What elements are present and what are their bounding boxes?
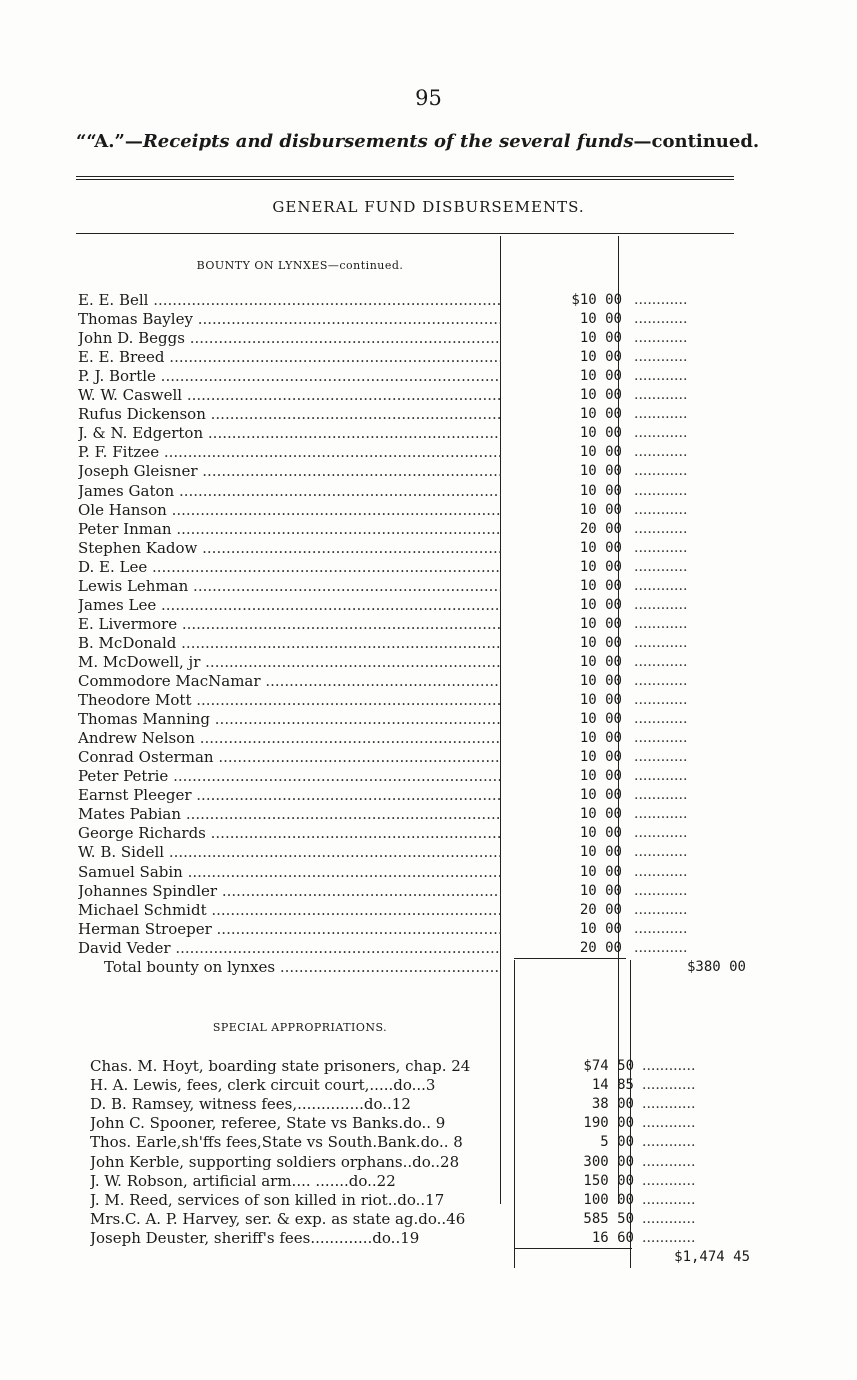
payment-amount: 10 00 <box>579 634 622 651</box>
payee-name: Peter Petrie ..... <box>78 767 501 786</box>
lynx-row <box>78 634 758 653</box>
payment-amount: 10 00 <box>579 368 622 385</box>
payment-amount: 10 00 <box>579 711 622 728</box>
payee-name: Stephen Kadow ..... <box>78 539 501 558</box>
leader-dots: ............ <box>634 825 688 842</box>
heading-italic: Receipts and disbursements of the several funds <box>142 131 634 152</box>
appropriation-description: J. W. Robson, artificial arm.... .......do..22 <box>90 1171 396 1190</box>
appropriation-description: John Kerble, supporting soldiers orphans..do..28 <box>90 1152 460 1171</box>
payee-name: Michael Schmidt ..... <box>78 901 501 920</box>
leader-dots: ............ <box>634 425 688 442</box>
leader-dots: ............ <box>634 558 688 575</box>
payment-amount: 10 00 <box>579 463 622 480</box>
leader-dots: ............ <box>634 692 688 709</box>
appropriation-row <box>90 1114 770 1133</box>
payee-name: Peter Inman ..... <box>78 520 501 539</box>
payment-amount: $10 00 <box>571 292 622 308</box>
payment-amount: 10 00 <box>579 330 622 347</box>
heading-suffix: —continued. <box>633 131 760 152</box>
leader-dots: ............ <box>634 844 688 861</box>
payee-name: M. McDowell, jr ..... <box>78 653 501 672</box>
leader-dots: ............ <box>642 1210 696 1227</box>
appropriation-row <box>90 1133 770 1152</box>
appropriation-amount: $74 50 <box>583 1058 634 1074</box>
total-label: Total bounty on lynxes ..... <box>78 958 501 977</box>
total-amount: $1,474 45 <box>674 1249 750 1265</box>
payee-name: Samuel Sabin ..... <box>78 863 501 882</box>
payee-name: James Gaton ..... <box>78 482 501 501</box>
lynx-row <box>78 443 758 462</box>
lynx-row <box>78 691 758 710</box>
heading-rule <box>76 176 734 177</box>
leader-dots: ............ <box>634 387 688 404</box>
payee-name: E. E. Breed ..... <box>78 348 501 367</box>
payment-amount: 20 00 <box>579 520 622 537</box>
lynx-row <box>78 882 758 901</box>
appropriation-description: H. A. Lewis, fees, clerk circuit court,.....do...3 <box>90 1076 436 1095</box>
payee-name: B. McDonald ..... <box>78 634 501 653</box>
lynx-row <box>78 558 758 577</box>
special-total-row <box>90 1248 770 1267</box>
lynx-row <box>78 367 758 386</box>
leader-dots: ............ <box>642 1134 696 1151</box>
payment-amount: 10 00 <box>579 787 622 804</box>
heading-prefix: ““A.”— <box>76 131 143 152</box>
leader-dots: ............ <box>634 463 688 480</box>
payee-name: E. E. Bell ..... <box>78 291 501 310</box>
payment-amount: 10 00 <box>579 482 622 499</box>
payment-amount: 10 00 <box>579 349 622 366</box>
payee-name: Theodore Mott ..... <box>78 691 501 710</box>
leader-dots: ............ <box>634 577 688 594</box>
payee-name: Conrad Osterman ..... <box>78 748 501 767</box>
appropriation-row <box>90 1210 770 1229</box>
special-subheading: SPECIAL APPROPRIATIONS. <box>212 1021 388 1034</box>
appropriation-description: D. B. Ramsey, witness fees,..............do..12 <box>90 1095 411 1114</box>
payee-name: P. J. Bortle ..... <box>78 367 501 386</box>
leader-dots: ............ <box>634 749 688 766</box>
payee-name: D. E. Lee ..... <box>78 558 501 577</box>
lynx-row <box>78 348 758 367</box>
total-amount: $380 00 <box>686 958 746 975</box>
lynx-row <box>78 386 758 405</box>
appropriation-description: Thos. Earle,sh'ffs fees,State vs South.Bank.do.. 8 <box>90 1133 463 1152</box>
payment-amount: 10 00 <box>579 730 622 747</box>
appropriation-amount: 5 00 <box>600 1134 634 1151</box>
page-heading <box>76 131 776 152</box>
lynx-row <box>78 520 758 539</box>
payment-amount: 10 00 <box>579 844 622 861</box>
lynx-row <box>78 901 758 920</box>
payee-name: Earnst Pleeger ..... <box>78 786 501 805</box>
lynx-row <box>78 424 758 443</box>
leader-dots: ............ <box>634 615 688 632</box>
appropriation-amount: 190 00 <box>583 1115 634 1132</box>
payee-name: George Richards ..... <box>78 824 501 843</box>
lynx-row <box>78 501 758 520</box>
appropriation-amount: 300 00 <box>583 1153 634 1170</box>
payee-name: Rufus Dickenson ..... <box>78 405 501 424</box>
leader-dots: ............ <box>634 653 688 670</box>
table-top-rule <box>76 233 734 234</box>
lynx-row <box>78 329 758 348</box>
payee-name: Andrew Nelson ..... <box>78 729 501 748</box>
lynx-row <box>78 653 758 672</box>
leader-dots: ............ <box>642 1153 696 1170</box>
leader-dots: ............ <box>634 768 688 785</box>
lynx-row <box>78 805 758 824</box>
leader-dots: ............ <box>634 444 688 461</box>
appropriation-row <box>90 1076 770 1095</box>
payment-amount: 10 00 <box>579 615 622 632</box>
lynx-row <box>78 920 758 939</box>
lynx-subheading: BOUNTY ON LYNXES—continued. <box>196 259 404 272</box>
leader-dots: ............ <box>634 634 688 651</box>
lynx-row <box>78 710 758 729</box>
lynx-row <box>78 824 758 843</box>
subtotal-rule <box>514 1248 632 1249</box>
appropriation-amount: 16 60 <box>591 1229 634 1246</box>
payment-amount: 10 00 <box>579 501 622 518</box>
payment-amount: 10 00 <box>579 749 622 766</box>
payment-amount: 10 00 <box>579 425 622 442</box>
payment-amount: 10 00 <box>579 692 622 709</box>
payee-name: Ole Hanson ..... <box>78 501 501 520</box>
leader-dots: ............ <box>634 539 688 556</box>
leader-dots: ............ <box>634 673 688 689</box>
payee-name: David Veder ..... <box>78 939 501 958</box>
leader-dots: ............ <box>634 501 688 518</box>
payment-amount: 10 00 <box>579 653 622 670</box>
leader-dots: ............ <box>634 330 688 347</box>
leader-dots: ............ <box>634 863 688 880</box>
payee-name: J. & N. Edgerton ..... <box>78 424 501 443</box>
leader-dots: ............ <box>634 787 688 804</box>
payee-name: Herman Stroeper ..... <box>78 920 501 939</box>
leader-dots: ............ <box>634 806 688 823</box>
payment-amount: 10 00 <box>579 558 622 575</box>
leader-dots: ............ <box>634 920 688 937</box>
payee-name: W. B. Sidell ..... <box>78 843 501 862</box>
leader-dots: ............ <box>634 939 688 956</box>
payment-amount: 10 00 <box>579 596 622 613</box>
leader-dots: ............ <box>642 1191 696 1208</box>
leader-dots: ............ <box>634 311 688 328</box>
heading-rule-thin <box>76 179 734 180</box>
leader-dots: ............ <box>642 1115 696 1132</box>
lynx-row <box>78 843 758 862</box>
subtotal-rule <box>514 958 626 959</box>
payee-name: Lewis Lehman ..... <box>78 577 501 596</box>
payment-amount: 10 00 <box>579 444 622 461</box>
appropriation-row <box>90 1229 770 1248</box>
leader-dots: ............ <box>634 596 688 613</box>
lynx-row <box>78 729 758 748</box>
payee-name: Thomas Bayley ..... <box>78 310 501 329</box>
payee-name: Joseph Gleisner ..... <box>78 462 501 481</box>
payment-amount: 20 00 <box>579 939 622 956</box>
lynx-row <box>78 405 758 424</box>
lynx-row <box>78 748 758 767</box>
payee-name: James Lee ..... <box>78 596 501 615</box>
payment-amount: 10 00 <box>579 768 622 785</box>
payment-amount: 10 00 <box>579 577 622 594</box>
appropriation-description: Mrs.C. A. P. Harvey, ser. & exp. as state ag.do..46 <box>90 1209 466 1228</box>
lynx-row <box>78 291 758 310</box>
appropriation-description: Joseph Deuster, sheriff's fees.............do..19 <box>90 1228 420 1247</box>
leader-dots: ............ <box>634 901 688 918</box>
appropriation-amount: 585 50 <box>583 1210 634 1227</box>
leader-dots: ............ <box>642 1077 696 1094</box>
payment-amount: 10 00 <box>579 806 622 823</box>
appropriation-row <box>90 1153 770 1172</box>
payee-name: Mates Pabian ..... <box>78 805 501 824</box>
appropriation-amount: 100 00 <box>583 1191 634 1208</box>
payee-name: John D. Beggs ..... <box>78 329 501 348</box>
leader-dots: ............ <box>634 292 688 308</box>
appropriation-description: Chas. M. Hoyt, boarding state prisoners, chap. 24 <box>90 1057 471 1075</box>
lynx-total-row <box>78 958 758 977</box>
payee-name: Commodore MacNamar ..... <box>78 672 501 691</box>
lynx-row <box>78 577 758 596</box>
payment-amount: 10 00 <box>579 406 622 423</box>
appropriation-row <box>90 1191 770 1210</box>
leader-dots: ............ <box>634 349 688 366</box>
payment-amount: 10 00 <box>579 311 622 328</box>
lynx-row <box>78 767 758 786</box>
lynx-row <box>78 863 758 882</box>
payee-name: P. F. Fitzee ..... <box>78 443 501 462</box>
leader-dots: ............ <box>642 1096 696 1113</box>
lynx-row <box>78 539 758 558</box>
page-number: 95 <box>415 86 442 110</box>
appropriation-row <box>90 1095 770 1114</box>
lynx-row <box>78 672 758 691</box>
payee-name: W. W. Caswell ..... <box>78 386 501 405</box>
appropriation-amount: 150 00 <box>583 1172 634 1189</box>
payee-name: Thomas Manning ..... <box>78 710 501 729</box>
leader-dots: ............ <box>634 520 688 537</box>
payee-name: Johannes Spindler ..... <box>78 882 501 901</box>
appropriation-description: J. M. Reed, services of son killed in riot..do..17 <box>90 1190 445 1209</box>
payment-amount: 20 00 <box>579 901 622 918</box>
appropriation-row <box>90 1057 770 1076</box>
section-title: GENERAL FUND DISBURSEMENTS. <box>272 198 585 216</box>
leader-dots: ............ <box>634 882 688 899</box>
lynx-row <box>78 939 758 958</box>
payment-amount: 10 00 <box>579 882 622 899</box>
appropriation-row <box>90 1172 770 1191</box>
appropriation-amount: 38 00 <box>591 1096 634 1113</box>
leader-dots: ............ <box>634 406 688 423</box>
payment-amount: 10 00 <box>579 825 622 842</box>
lynx-row <box>78 482 758 501</box>
payment-amount: 10 00 <box>579 539 622 556</box>
leader-dots: ............ <box>634 711 688 728</box>
appropriation-description: John C. Spooner, referee, State vs Banks.do.. 9 <box>90 1114 446 1133</box>
payment-amount: 10 00 <box>579 920 622 937</box>
leader-dots: ............ <box>634 730 688 747</box>
leader-dots: ............ <box>642 1172 696 1189</box>
lynx-row <box>78 615 758 634</box>
payment-amount: 10 00 <box>579 387 622 404</box>
appropriation-amount: 14 85 <box>591 1077 634 1094</box>
leader-dots: ............ <box>634 482 688 499</box>
payment-amount: 10 00 <box>579 863 622 880</box>
lynx-row <box>78 310 758 329</box>
lynx-row <box>78 462 758 481</box>
leader-dots: ............ <box>634 368 688 385</box>
leader-dots: ............ <box>642 1229 696 1246</box>
leader-dots: ............ <box>642 1058 696 1074</box>
lynx-row <box>78 786 758 805</box>
payee-name: E. Livermore ..... <box>78 615 501 634</box>
lynx-row <box>78 596 758 615</box>
payment-amount: 10 00 <box>579 673 622 689</box>
